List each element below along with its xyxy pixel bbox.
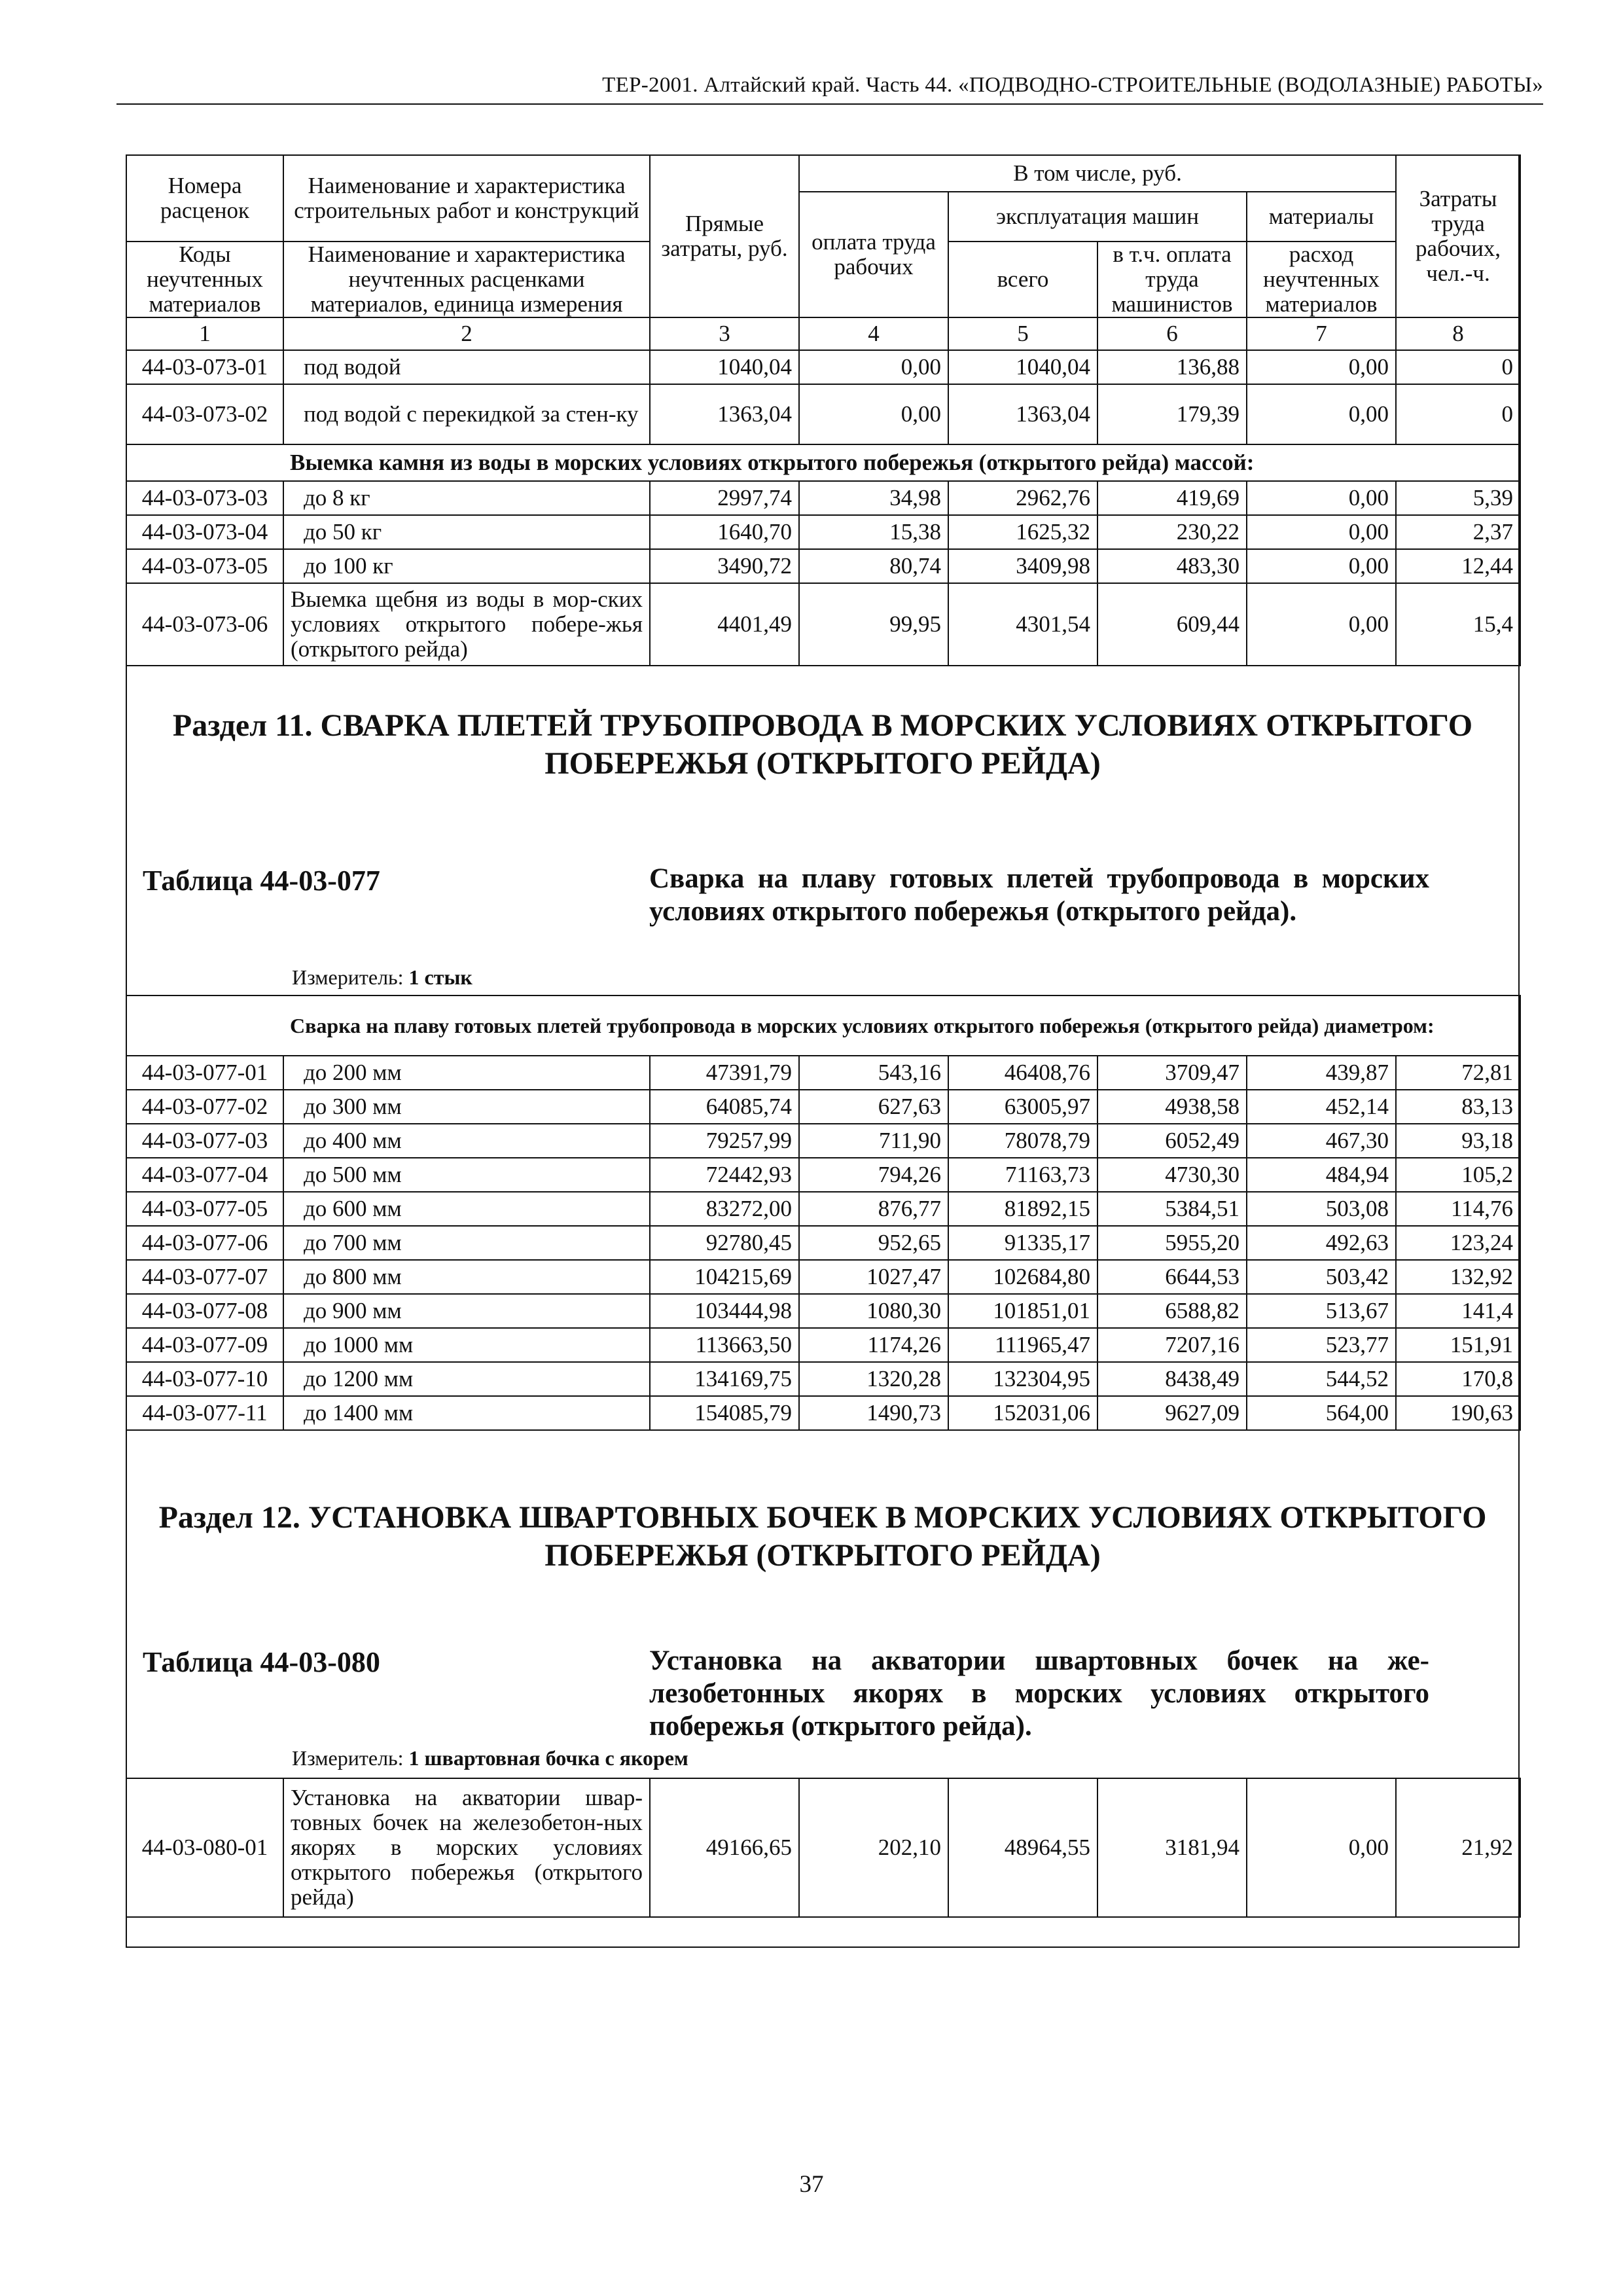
labor-pay: 0,00: [799, 350, 948, 384]
labor-hours: 21,92: [1396, 1778, 1520, 1917]
operator-pay: 5384,51: [1097, 1192, 1247, 1226]
operator-pay: 230,22: [1097, 515, 1247, 549]
col6-header: в т.ч. оплата труда машинистов: [1097, 242, 1247, 317]
machines-total: 63005,97: [948, 1090, 1097, 1124]
operator-pay: 6052,49: [1097, 1124, 1247, 1158]
rates-table-077-rows: [126, 1055, 1521, 1431]
operator-pay: 609,44: [1097, 583, 1247, 666]
rates-table-073: [126, 154, 1521, 666]
operator-pay: 9627,09: [1097, 1396, 1247, 1430]
operator-pay: 6588,82: [1097, 1294, 1247, 1328]
table-title-077: Сварка на плаву готовых плетей трубопровода в морских условиях открытого побережья (открытого рейда).: [649, 863, 1429, 927]
labor-pay: 1490,73: [799, 1396, 948, 1430]
materials-cost: 544,52: [1247, 1362, 1396, 1396]
materials-cost: 492,63: [1247, 1226, 1396, 1260]
materials-cost: 523,77: [1247, 1328, 1396, 1362]
table-row: [126, 1294, 1520, 1328]
machines-total: 152031,06: [948, 1396, 1097, 1430]
work-name: под водой с перекидкой за стен-ку: [283, 384, 650, 444]
operator-pay: 7207,16: [1097, 1328, 1247, 1362]
labor-hours: 72,81: [1396, 1056, 1520, 1090]
work-name: до 500 мм: [283, 1158, 650, 1192]
machines-total: 81892,15: [948, 1192, 1097, 1226]
direct-cost: 49166,65: [650, 1778, 799, 1917]
machines-total: 48964,55: [948, 1778, 1097, 1917]
materials-cost: 0,00: [1247, 515, 1396, 549]
direct-cost: 47391,79: [650, 1056, 799, 1090]
table-number-080: Таблица 44-03-080: [143, 1646, 380, 1678]
work-name: до 700 мм: [283, 1226, 650, 1260]
labor-hours: 151,91: [1396, 1328, 1520, 1362]
operator-pay: 179,39: [1097, 384, 1247, 444]
machines-total: 78078,79: [948, 1124, 1097, 1158]
table-row: [126, 1260, 1520, 1294]
labor-pay: 34,98: [799, 481, 948, 515]
direct-cost: 1640,70: [650, 515, 799, 549]
table-row: [126, 384, 1520, 444]
measure-value: 1 швартовная бочка с якорем: [408, 1746, 688, 1770]
labor-pay: 876,77: [799, 1192, 948, 1226]
work-name: до 8 кг: [283, 481, 650, 515]
table-row: [126, 350, 1520, 384]
col-number: 5: [948, 317, 1097, 350]
direct-cost: 3490,72: [650, 549, 799, 583]
operator-pay: 483,30: [1097, 549, 1247, 583]
labor-pay: 543,16: [799, 1056, 948, 1090]
materials-header: материалы: [1247, 192, 1396, 242]
machines-total: 91335,17: [948, 1226, 1097, 1260]
machines-total: 2962,76: [948, 481, 1097, 515]
rate-code: 44-03-073-05: [126, 549, 283, 583]
labor-pay: 80,74: [799, 549, 948, 583]
rate-code: 44-03-073-06: [126, 583, 283, 666]
work-name: до 100 кг: [283, 549, 650, 583]
rate-code: 44-03-077-08: [126, 1294, 283, 1328]
rate-code: 44-03-073-03: [126, 481, 283, 515]
table-row: [126, 1090, 1520, 1124]
table-row: [126, 1778, 1520, 1917]
direct-cost: 92780,45: [650, 1226, 799, 1260]
direct-cost: 113663,50: [650, 1328, 799, 1362]
rate-code: 44-03-077-11: [126, 1396, 283, 1430]
col4-header: оплата труда рабочих: [799, 192, 948, 317]
direct-cost: 103444,98: [650, 1294, 799, 1328]
header-rule: [116, 103, 1543, 105]
machines-total: 71163,73: [948, 1158, 1097, 1192]
materials-cost: 467,30: [1247, 1124, 1396, 1158]
labor-hours: 190,63: [1396, 1396, 1520, 1430]
labor-pay: 952,65: [799, 1226, 948, 1260]
group-heading: Выемка камня из воды в морских условиях открытого побережья (открытого рейда) массой:: [283, 444, 1520, 481]
direct-cost: 134169,75: [650, 1362, 799, 1396]
materials-cost: 513,67: [1247, 1294, 1396, 1328]
rate-code: 44-03-080-01: [126, 1778, 283, 1917]
col5-header: всего: [948, 242, 1097, 317]
table-number-077: Таблица 44-03-077: [143, 865, 380, 897]
labor-hours: 170,8: [1396, 1362, 1520, 1396]
operator-pay: 5955,20: [1097, 1226, 1247, 1260]
work-name: до 800 мм: [283, 1260, 650, 1294]
col-number: 3: [650, 317, 799, 350]
materials-cost: 0,00: [1247, 1778, 1396, 1917]
rate-code: 44-03-077-03: [126, 1124, 283, 1158]
section-11-title: Раздел 11. СВАРКА ПЛЕТЕЙ ТРУБОПРОВОДА В МОРСКИХ УСЛОВИЯХ ОТКРЫТОГО ПОБЕРЕЖЬЯ (ОТКРЫТОГО РЕЙДА): [172, 708, 1473, 781]
labor-pay: 711,90: [799, 1124, 948, 1158]
col8-header: Затраты труда рабочих, чел.-ч.: [1396, 155, 1520, 317]
col-number: 2: [283, 317, 650, 350]
rate-code: 44-03-077-01: [126, 1056, 283, 1090]
operator-pay: 4938,58: [1097, 1090, 1247, 1124]
machines-total: 46408,76: [948, 1056, 1097, 1090]
operator-pay: 419,69: [1097, 481, 1247, 515]
rate-code: 44-03-073-02: [126, 384, 283, 444]
materials-cost: 0,00: [1247, 350, 1396, 384]
work-name: до 200 мм: [283, 1056, 650, 1090]
work-name: до 300 мм: [283, 1090, 650, 1124]
col-number: 7: [1247, 317, 1396, 350]
measure-unit-077: [292, 965, 473, 990]
labor-pay: 1080,30: [799, 1294, 948, 1328]
table-row: [126, 1124, 1520, 1158]
machines-total: 132304,95: [948, 1362, 1097, 1396]
included-header: В том числе, руб.: [799, 155, 1396, 192]
col-number: 6: [1097, 317, 1247, 350]
table-title-080: Установка на акватории швартовных бочек на же-лезобетонных якорях в морских условиях открытого побережья (открытого рейда).: [649, 1645, 1429, 1742]
operator-pay: 3709,47: [1097, 1056, 1247, 1090]
operator-pay: 4730,30: [1097, 1158, 1247, 1192]
work-name: до 400 мм: [283, 1124, 650, 1158]
col-number: 1: [126, 317, 283, 350]
machines-total: 1040,04: [948, 350, 1097, 384]
labor-hours: 93,18: [1396, 1124, 1520, 1158]
rates-table-077: [126, 995, 1521, 1056]
labor-hours: 132,92: [1396, 1260, 1520, 1294]
table-row: [126, 549, 1520, 583]
labor-hours: 0: [1396, 350, 1520, 384]
work-name: до 1000 мм: [283, 1328, 650, 1362]
labor-pay: 99,95: [799, 583, 948, 666]
machines-total: 111965,47: [948, 1328, 1097, 1362]
group-heading: Сварка на плаву готовых плетей трубопровода в морских условиях открытого побережья (открытого рейда) диаметром:: [283, 996, 1520, 1056]
materials-cost: 0,00: [1247, 384, 1396, 444]
col-number: 4: [799, 317, 948, 350]
work-name: Установка на акватории швар-товных бочек на железобетон-ных якорях в морских условиях открытого побережья (открытого рейда): [283, 1778, 650, 1917]
direct-cost: 79257,99: [650, 1124, 799, 1158]
work-name: до 1200 мм: [283, 1362, 650, 1396]
labor-hours: 105,2: [1396, 1158, 1520, 1192]
machines-total: 1363,04: [948, 384, 1097, 444]
materials-cost: 0,00: [1247, 481, 1396, 515]
table-row: [126, 1328, 1520, 1362]
labor-hours: 83,13: [1396, 1090, 1520, 1124]
labor-hours: 15,4: [1396, 583, 1520, 666]
table-row: [126, 515, 1520, 549]
table-row: [126, 583, 1520, 666]
rate-code: 44-03-073-04: [126, 515, 283, 549]
materials-cost: 503,42: [1247, 1260, 1396, 1294]
labor-pay: 1027,47: [799, 1260, 948, 1294]
labor-pay: 794,26: [799, 1158, 948, 1192]
rate-code: 44-03-077-07: [126, 1260, 283, 1294]
operator-pay: 3181,94: [1097, 1778, 1247, 1917]
labor-hours: 12,44: [1396, 549, 1520, 583]
work-name: Выемка щебня из воды в мор-ских условиях открытого побере-жья (открытого рейда): [283, 583, 650, 666]
rates-table-080: [126, 1778, 1521, 1918]
machines-total: 101851,01: [948, 1294, 1097, 1328]
direct-cost: 2997,74: [650, 481, 799, 515]
running-header: ТЕР-2001. Алтайский край. Часть 44. «ПОДВОДНО-СТРОИТЕЛЬНЫЕ (ВОДОЛАЗНЫЕ) РАБОТЫ»: [602, 73, 1543, 97]
col3-header: Прямые затраты, руб.: [650, 155, 799, 317]
work-name: до 900 мм: [283, 1294, 650, 1328]
work-name: до 50 кг: [283, 515, 650, 549]
materials-cost: 452,14: [1247, 1090, 1396, 1124]
materials-cost: 484,94: [1247, 1158, 1396, 1192]
labor-pay: 15,38: [799, 515, 948, 549]
table-row: [126, 1226, 1520, 1260]
materials-cost: 0,00: [1247, 583, 1396, 666]
labor-hours: 123,24: [1396, 1226, 1520, 1260]
table-row: [126, 1158, 1520, 1192]
materials-cost: 439,87: [1247, 1056, 1396, 1090]
labor-pay: 0,00: [799, 384, 948, 444]
materials-cost: 503,08: [1247, 1192, 1396, 1226]
direct-cost: 72442,93: [650, 1158, 799, 1192]
labor-pay: 202,10: [799, 1778, 948, 1917]
direct-cost: 1040,04: [650, 350, 799, 384]
direct-cost: 1363,04: [650, 384, 799, 444]
rate-code: 44-03-073-01: [126, 350, 283, 384]
direct-cost: 64085,74: [650, 1090, 799, 1124]
direct-cost: 83272,00: [650, 1192, 799, 1226]
labor-hours: 0: [1396, 384, 1520, 444]
labor-pay: 627,63: [799, 1090, 948, 1124]
table-row: [126, 1362, 1520, 1396]
measure-unit-080: [292, 1746, 688, 1770]
labor-hours: 2,37: [1396, 515, 1520, 549]
operator-pay: 136,88: [1097, 350, 1247, 384]
measure-label: Измеритель:: [292, 965, 404, 989]
direct-cost: 4401,49: [650, 583, 799, 666]
rate-code: 44-03-077-04: [126, 1158, 283, 1192]
rate-code: 44-03-077-10: [126, 1362, 283, 1396]
machines-header: эксплуатация машин: [948, 192, 1247, 242]
work-name: до 1400 мм: [283, 1396, 650, 1430]
measure-label: Измеритель:: [292, 1746, 404, 1770]
table-row: [126, 1396, 1520, 1430]
direct-cost: 104215,69: [650, 1260, 799, 1294]
rate-code: 44-03-077-02: [126, 1090, 283, 1124]
col1-bottom-header: Коды неучтенных материалов: [126, 242, 283, 317]
page-number: 37: [799, 2171, 824, 2198]
labor-hours: 141,4: [1396, 1294, 1520, 1328]
materials-cost: 0,00: [1247, 549, 1396, 583]
work-name: под водой: [283, 350, 650, 384]
machines-total: 3409,98: [948, 549, 1097, 583]
table-row: [126, 481, 1520, 515]
machines-total: 102684,80: [948, 1260, 1097, 1294]
labor-pay: 1174,26: [799, 1328, 948, 1362]
table-row: [126, 1192, 1520, 1226]
col7-header: расход неучтенных материалов: [1247, 242, 1396, 317]
labor-hours: 5,39: [1396, 481, 1520, 515]
materials-cost: 564,00: [1247, 1396, 1396, 1430]
col2-bottom-header: Наименование и характеристика неучтенных расценками материалов, единица измерения: [283, 242, 650, 317]
work-name: до 600 мм: [283, 1192, 650, 1226]
col-number: 8: [1396, 317, 1520, 350]
machines-total: 4301,54: [948, 583, 1097, 666]
rate-code: 44-03-077-06: [126, 1226, 283, 1260]
operator-pay: 6644,53: [1097, 1260, 1247, 1294]
measure-value: 1 стык: [408, 965, 473, 989]
col2-top-header: Наименование и характеристика строительных работ и конструкций: [283, 155, 650, 242]
table-row: [126, 1056, 1520, 1090]
rate-code: 44-03-077-05: [126, 1192, 283, 1226]
direct-cost: 154085,79: [650, 1396, 799, 1430]
labor-hours: 114,76: [1396, 1192, 1520, 1226]
rate-code: 44-03-077-09: [126, 1328, 283, 1362]
col1-top-header: Номера расценок: [126, 155, 283, 242]
machines-total: 1625,32: [948, 515, 1097, 549]
labor-pay: 1320,28: [799, 1362, 948, 1396]
operator-pay: 8438,49: [1097, 1362, 1247, 1396]
section-12-title: Раздел 12. УСТАНОВКА ШВАРТОВНЫХ БОЧЕК В МОРСКИХ УСЛОВИЯХ ОТКРЫТОГО ПОБЕРЕЖЬЯ (ОТКРЫТОГО РЕЙДА): [158, 1500, 1487, 1573]
